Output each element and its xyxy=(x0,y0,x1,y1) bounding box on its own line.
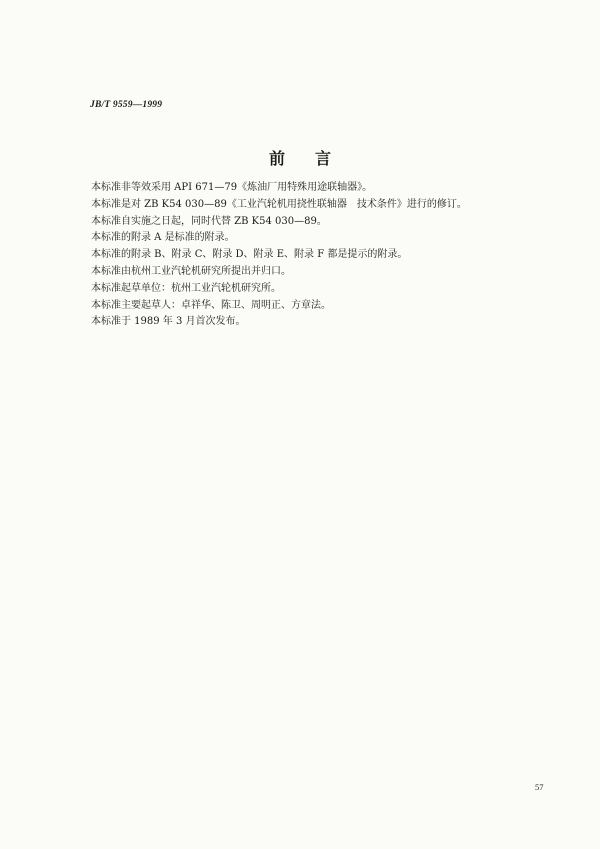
paragraph: 本标准由杭州工业汽轮机研究所提出并归口。 xyxy=(91,265,291,277)
paragraph: 本标准的附录 B、附录 C、附录 D、附录 E、附录 F 都是提示的附录。 xyxy=(91,249,408,261)
paragraph: 本标准起草单位：杭州工业汽轮机研究所。 xyxy=(91,282,281,294)
standard-code: JB/T 9559—1999 xyxy=(90,100,163,110)
paragraph: 本标准的附录 A 是标准的附录。 xyxy=(91,232,235,244)
paragraph: 本标准于 1989 年 3 月首次发布。 xyxy=(91,316,246,328)
paragraph: 本标准自实施之日起，同时代替 ZB K54 030—89。 xyxy=(91,215,327,227)
page-title: 前言 xyxy=(268,149,361,168)
foreword-body xyxy=(91,180,531,331)
paragraph: 本标准非等效采用 API 671—79《炼油厂用特殊用途联轴器》。 xyxy=(91,182,373,193)
paragraph: 本标准主要起草人：卓祥华、陈卫、周明正、方章法。 xyxy=(91,299,331,311)
paragraph: 本标准是对 ZB K54 030—89《工业汽轮机用挠性联轴器 技术条件》进行的修订。 xyxy=(91,198,467,210)
page-number: 57 xyxy=(535,782,544,792)
